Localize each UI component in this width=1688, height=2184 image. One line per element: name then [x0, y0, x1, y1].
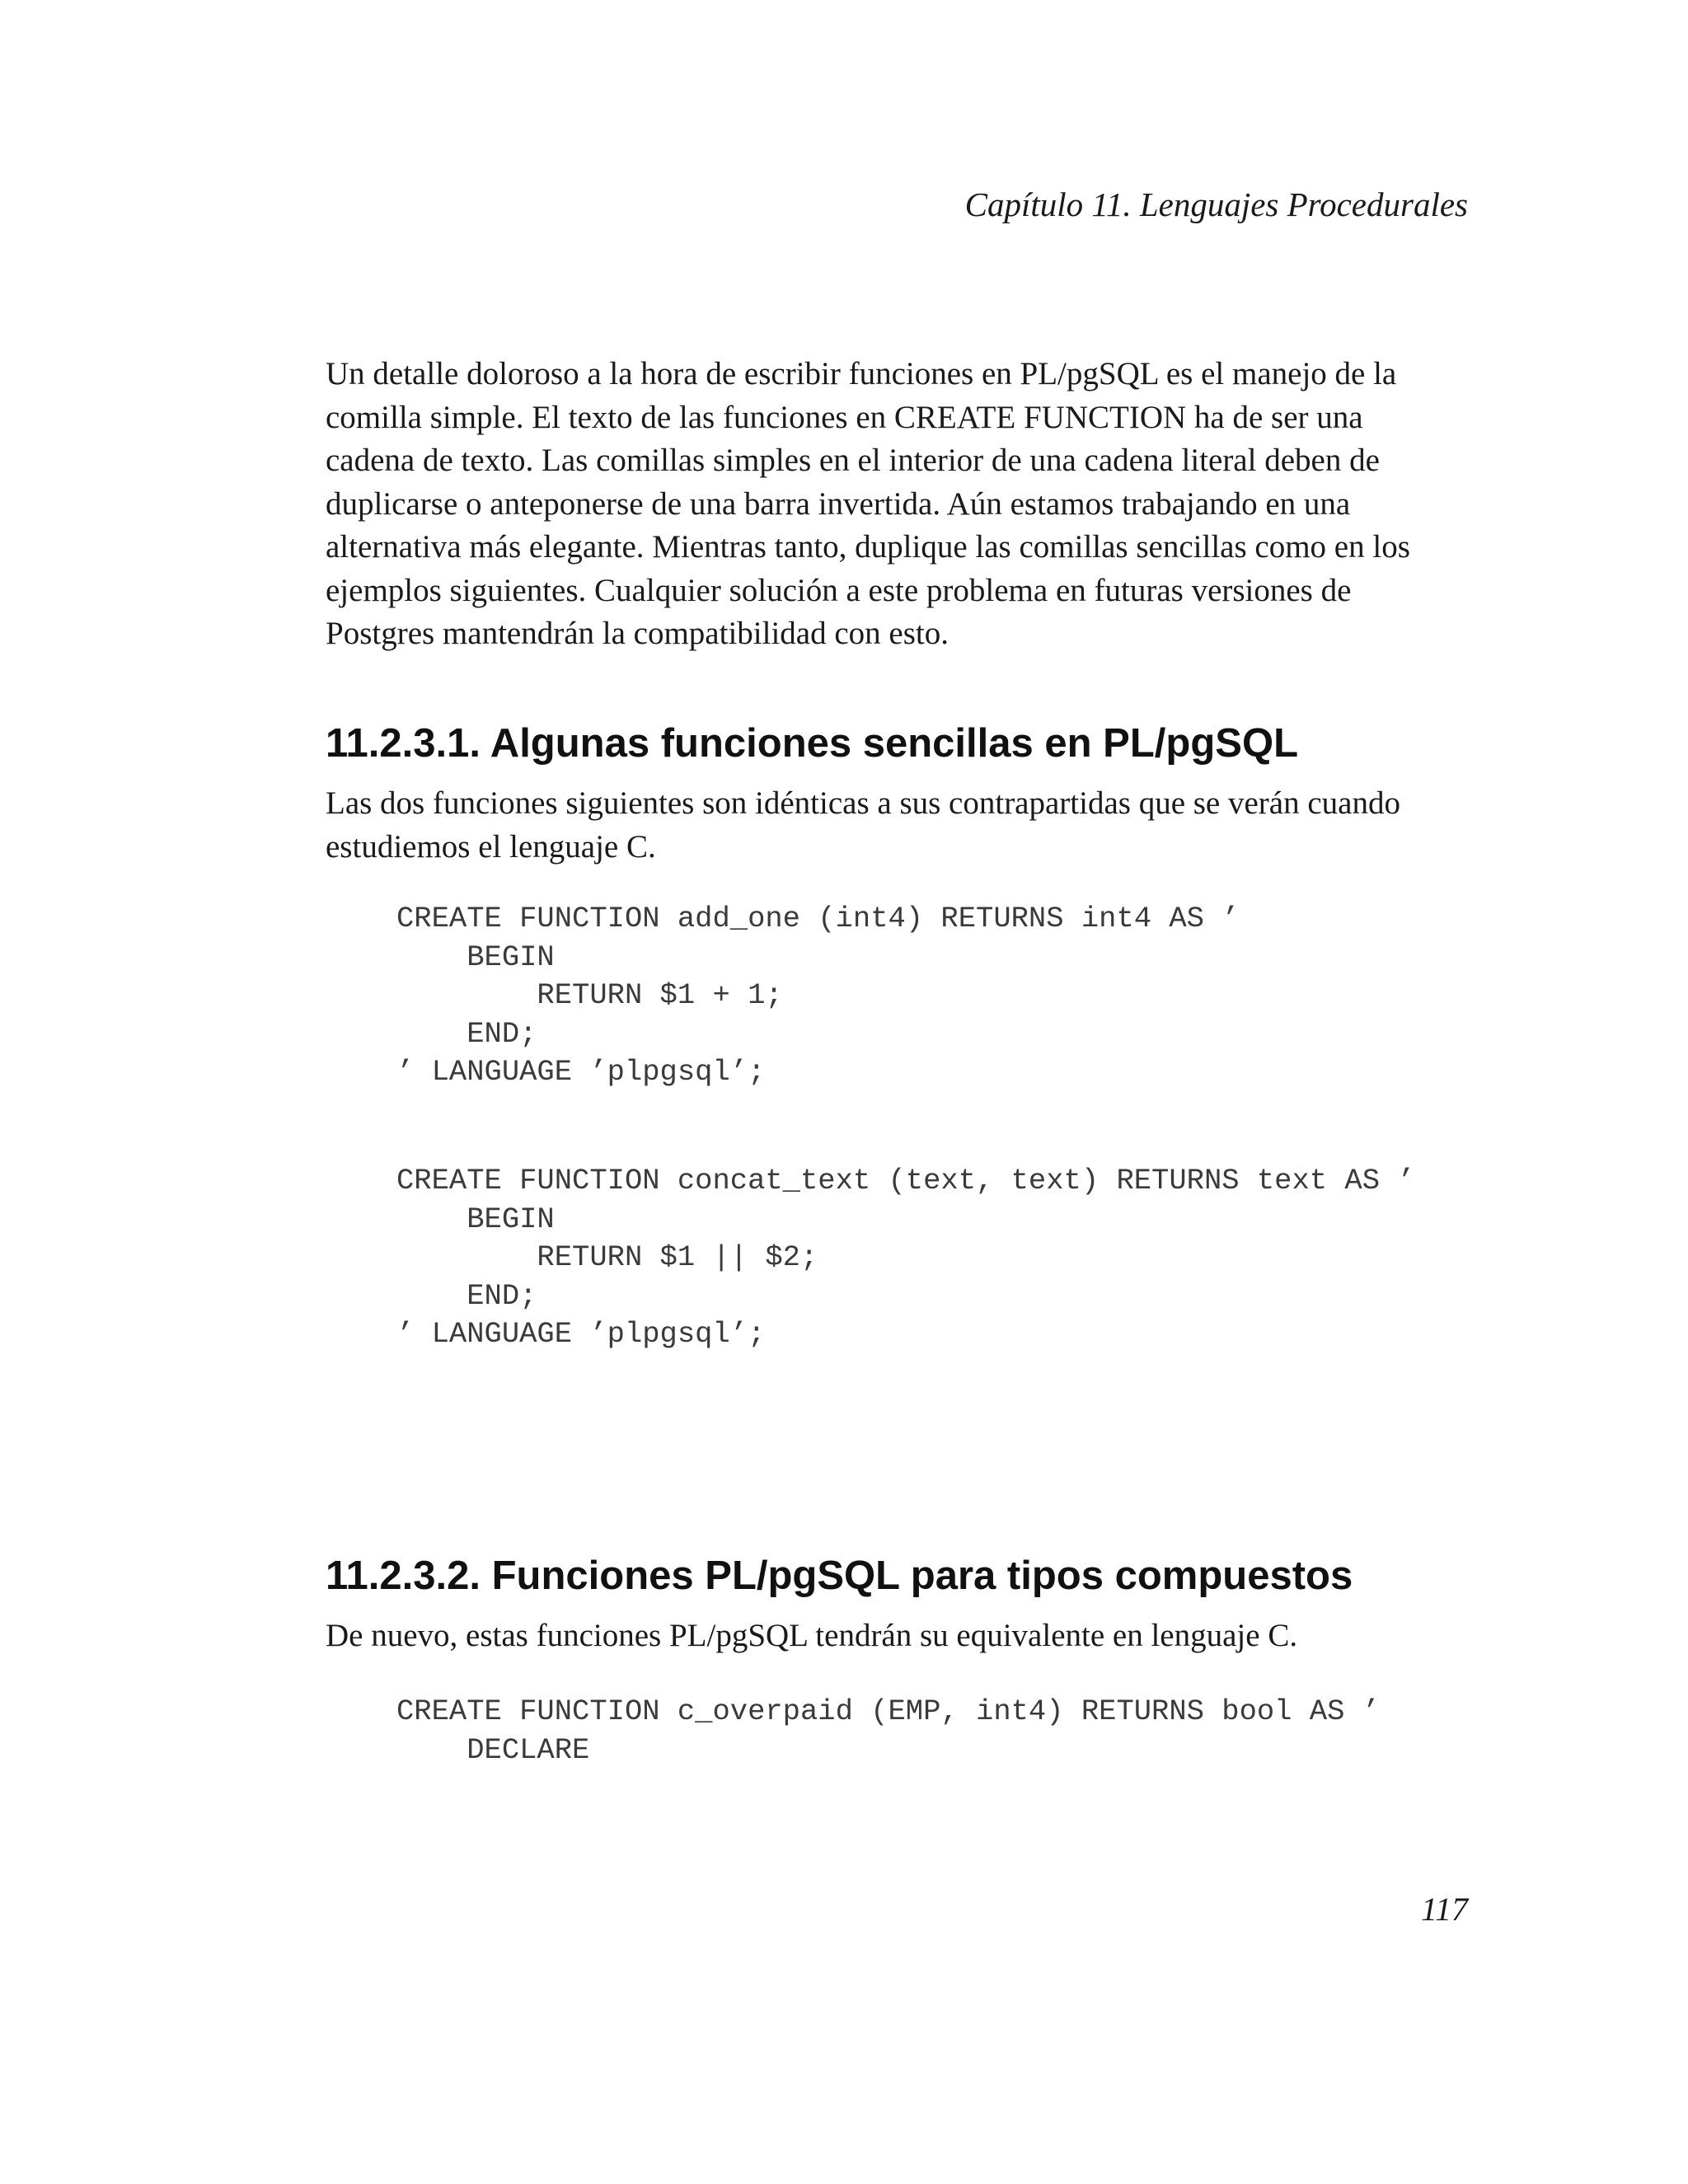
code-line: DECLARE — [396, 1732, 590, 1767]
code-line: RETURN $1 || $2; — [396, 1240, 818, 1274]
section-2-paragraph — [326, 1615, 1479, 1658]
code-line: RETURN $1 + 1; — [396, 978, 783, 1012]
code-block-add-one — [396, 900, 1240, 1092]
code-line: BEGIN — [396, 940, 555, 974]
section-1-paragraph — [326, 782, 1479, 869]
code-line: END; — [396, 1278, 537, 1313]
intro-paragraph-line: comilla simple. El texto de las funciones en CREATE FUNCTION ha de ser una — [326, 399, 1363, 435]
running-header: Capítulo 11. Lenguajes Procedurales — [964, 185, 1468, 223]
section-1-paragraph-line: Las dos funciones siguientes son idénticas a sus contrapartidas que se verán cuando — [326, 785, 1400, 821]
code-line: END; — [396, 1016, 537, 1051]
intro-paragraph-line: cadena de texto. Las comillas simples en el interior de una cadena literal deben de — [326, 443, 1380, 478]
intro-paragraph — [326, 353, 1479, 656]
code-block-concat-text — [396, 1162, 1415, 1354]
section-2-paragraph-line: De nuevo, estas funciones PL/pgSQL tendrán su equivalente en lenguaje C. — [326, 1618, 1298, 1653]
code-line: BEGIN — [396, 1202, 555, 1236]
code-line: ’ LANGUAGE ’plpgsql’; — [396, 1055, 766, 1089]
page-number: 117 — [1420, 1891, 1468, 1928]
intro-paragraph-line: alternativa más elegante. Mientras tanto, duplique las comillas sencillas como en los — [326, 529, 1410, 565]
code-line: CREATE FUNCTION add_one (int4) RETURNS int4 AS ’ — [396, 902, 1240, 935]
intro-paragraph-line: duplicarse o anteponerse de una barra invertida. Aún estamos trabajando en una — [326, 485, 1351, 522]
section-heading-composite-types: 11.2.3.2. Funciones PL/pgSQL para tipos compuestos — [326, 1554, 1353, 1598]
code-line: CREATE FUNCTION c_overpaid (EMP, int4) RETURNS bool AS ’ — [396, 1694, 1380, 1728]
intro-paragraph-line: Postgres mantendrán la compatibilidad con esto. — [326, 616, 949, 651]
section-1-paragraph-line: estudiemos el lenguaje C. — [326, 828, 656, 865]
intro-paragraph-line: Un detalle doloroso a la hora de escribir funciones en PL/pgSQL es el manejo de la — [326, 356, 1397, 391]
code-line: CREATE FUNCTION concat_text (text, text) RETURNS text AS ’ — [396, 1164, 1415, 1197]
intro-paragraph-line: ejemplos siguientes. Cualquier solución a este problema en futuras versiones de — [326, 572, 1352, 608]
section-heading-simple-functions: 11.2.3.1. Algunas funciones sencillas en PL/pgSQL — [326, 721, 1298, 766]
code-line: ’ LANGUAGE ’plpgsql’; — [396, 1317, 766, 1351]
code-block-c-overpaid — [396, 1693, 1380, 1769]
